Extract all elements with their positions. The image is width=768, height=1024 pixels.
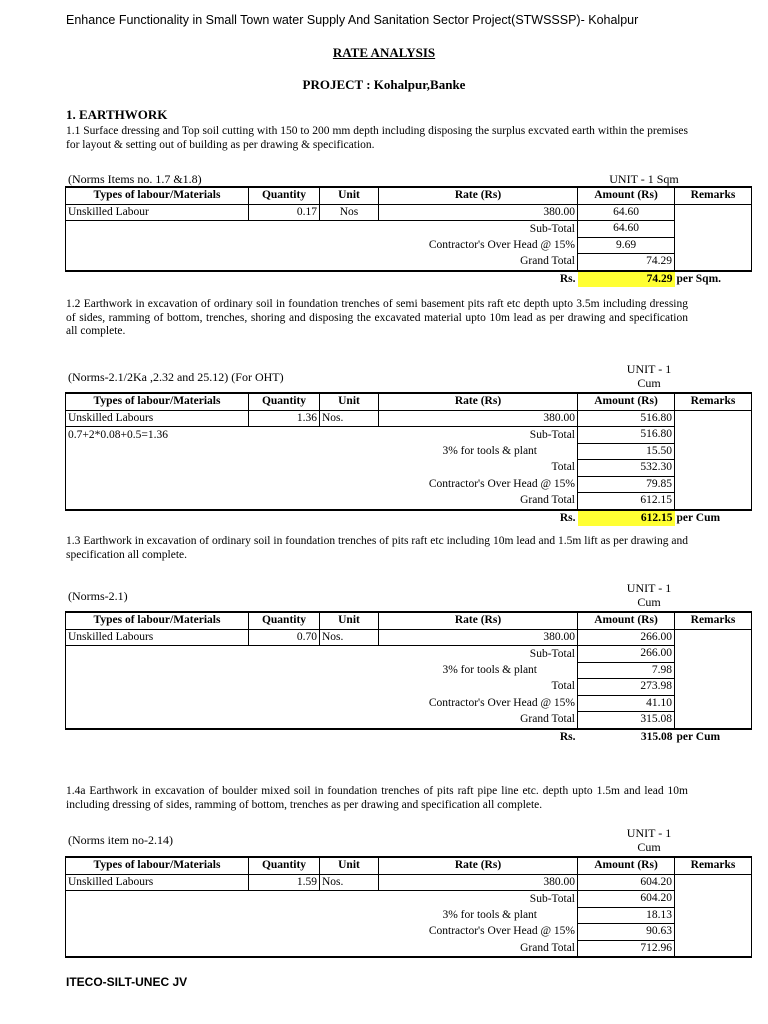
subtotal-value: 516.80 bbox=[578, 427, 675, 444]
grand-total-label: Grand Total bbox=[379, 940, 578, 957]
item-description: 1.3 Earthwork in excavation of ordinary soil in foundation trenches of pits raft etc including 10m lead and 1.5m lift as per drawing and specification all complete. bbox=[66, 535, 688, 561]
table-row bbox=[66, 662, 752, 679]
amount: 64.60 bbox=[578, 204, 675, 221]
rate: 380.00 bbox=[379, 629, 578, 646]
overhead-label: Contractor's Over Head @ 15% bbox=[379, 695, 578, 712]
column-header: Quantity bbox=[249, 187, 320, 204]
calculation-note: 0.7+2*0.08+0.5=1.36 bbox=[66, 427, 379, 444]
overhead-value: 41.10 bbox=[578, 695, 675, 712]
table-row bbox=[66, 679, 752, 696]
column-header: Types of labour/Materials bbox=[66, 393, 249, 410]
rate: 380.00 bbox=[379, 410, 578, 427]
rate-table bbox=[65, 392, 752, 526]
tools-value: 18.13 bbox=[578, 907, 675, 924]
table-row bbox=[66, 646, 752, 663]
column-header: Rate (Rs) bbox=[379, 187, 578, 204]
tools-label: 3% for tools & plant bbox=[379, 907, 578, 924]
overhead-label: Contractor's Over Head @ 15% bbox=[379, 476, 578, 493]
final-rate-row bbox=[66, 729, 752, 746]
rate: 380.00 bbox=[379, 204, 578, 221]
amount: 604.20 bbox=[578, 874, 675, 891]
table-row bbox=[66, 712, 752, 729]
table-row bbox=[66, 907, 752, 924]
overhead-label: Contractor's Over Head @ 15% bbox=[379, 237, 578, 254]
unit: Nos. bbox=[320, 874, 379, 891]
overhead-value: 79.85 bbox=[578, 476, 675, 493]
column-header: Quantity bbox=[249, 857, 320, 874]
norms-reference: (Norms-2.1/2Ka ,2.32 and 25.12) (For OHT) bbox=[68, 370, 284, 384]
column-header: Quantity bbox=[249, 393, 320, 410]
table-row bbox=[66, 940, 752, 957]
subtotal-value: 64.60 bbox=[578, 221, 675, 238]
rs-label: Rs. bbox=[559, 730, 576, 743]
unit: Nos. bbox=[320, 629, 379, 646]
table-row bbox=[66, 443, 752, 460]
rate-table bbox=[65, 611, 752, 745]
section-heading: 1. EARTHWORK bbox=[66, 107, 168, 122]
column-header: Amount (Rs) bbox=[578, 187, 675, 204]
table-row bbox=[66, 427, 752, 444]
table-row bbox=[66, 874, 752, 891]
rs-label: Rs. bbox=[559, 272, 576, 285]
per-unit: per Cum bbox=[676, 511, 721, 524]
unit: Nos. bbox=[320, 410, 379, 427]
subtotal-value: 266.00 bbox=[578, 646, 675, 663]
amount: 516.80 bbox=[578, 410, 675, 427]
overhead-label: Contractor's Over Head @ 15% bbox=[379, 924, 578, 941]
tools-label: 3% for tools & plant bbox=[379, 443, 578, 460]
column-header: Remarks bbox=[675, 187, 752, 204]
subtotal-value: 604.20 bbox=[578, 891, 675, 908]
total-value: 273.98 bbox=[578, 679, 675, 696]
final-rate: 612.15 bbox=[578, 510, 675, 527]
column-header: Types of labour/Materials bbox=[66, 612, 249, 629]
final-rate: 74.29 bbox=[578, 271, 675, 288]
table-row bbox=[66, 695, 752, 712]
labour-type: Unskilled Labours bbox=[66, 410, 249, 427]
total-label: Total bbox=[379, 460, 578, 477]
table-row bbox=[66, 891, 752, 908]
column-header: Unit bbox=[320, 187, 379, 204]
norms-reference: (Norms Items no. 1.7 &1.8) bbox=[68, 172, 202, 186]
column-header: Rate (Rs) bbox=[379, 612, 578, 629]
grand-total-label: Grand Total bbox=[379, 254, 578, 271]
column-header: Unit bbox=[320, 393, 379, 410]
quantity: 1.59 bbox=[249, 874, 320, 891]
item-description: 1.4a Earthwork in excavation of boulder mixed soil in foundation trenches of pits raft pipe line etc. depth upto 1.5m and lead 10m including dressing of sides, ramming of bottom, trenches as per drawing and specification all complete. bbox=[66, 785, 688, 811]
rate-table bbox=[65, 186, 752, 287]
document-footer: ITECO-SILT-UNEC JV bbox=[66, 975, 188, 989]
per-unit: per Sqm. bbox=[676, 272, 722, 285]
grand-total-label: Grand Total bbox=[379, 493, 578, 510]
grand-total-value: 74.29 bbox=[578, 254, 675, 271]
table-row bbox=[66, 924, 752, 941]
norms-reference: (Norms-2.1) bbox=[68, 589, 128, 603]
quantity: 0.17 bbox=[249, 204, 320, 221]
quantity: 1.36 bbox=[249, 410, 320, 427]
labour-type: Unskilled Labours bbox=[66, 629, 249, 646]
labour-type: Unskilled Labours bbox=[66, 874, 249, 891]
column-header: Amount (Rs) bbox=[578, 612, 675, 629]
subtotal-label: Sub-Total bbox=[379, 646, 578, 663]
column-header: Remarks bbox=[675, 857, 752, 874]
tools-value: 15.50 bbox=[578, 443, 675, 460]
column-header: Remarks bbox=[675, 393, 752, 410]
column-header: Amount (Rs) bbox=[578, 857, 675, 874]
column-header: Remarks bbox=[675, 612, 752, 629]
table-row bbox=[66, 237, 752, 254]
page-title: RATE ANALYSIS bbox=[332, 45, 436, 60]
grand-total-value: 612.15 bbox=[578, 493, 675, 510]
rate: 380.00 bbox=[379, 874, 578, 891]
total-label: Total bbox=[379, 679, 578, 696]
per-unit: per Cum bbox=[676, 730, 721, 743]
column-header: Quantity bbox=[249, 612, 320, 629]
column-header: Unit bbox=[320, 612, 379, 629]
unit-label: UNIT - 1 Cum bbox=[626, 826, 672, 854]
column-header: Types of labour/Materials bbox=[66, 857, 249, 874]
subtotal-label: Sub-Total bbox=[379, 427, 578, 444]
item-description: 1.1 Surface dressing and Top soil cutting with 150 to 200 mm depth including disposing the surplus excvated earth within the premises for layout & setting out of building as per drawing & specification. bbox=[66, 125, 688, 151]
tools-label: 3% for tools & plant bbox=[379, 662, 578, 679]
quantity: 0.70 bbox=[249, 629, 320, 646]
column-header: Unit bbox=[320, 857, 379, 874]
rs-label: Rs. bbox=[559, 511, 576, 524]
unit: Nos bbox=[320, 204, 379, 221]
column-header: Rate (Rs) bbox=[379, 857, 578, 874]
table-row bbox=[66, 221, 752, 238]
table-row bbox=[66, 204, 752, 221]
table-row bbox=[66, 629, 752, 646]
grand-total-value: 712.96 bbox=[578, 940, 675, 957]
column-header: Amount (Rs) bbox=[578, 393, 675, 410]
total-value: 532.30 bbox=[578, 460, 675, 477]
unit-label: UNIT - 1 Cum bbox=[626, 362, 672, 390]
table-row bbox=[66, 493, 752, 510]
final-rate: 315.08 bbox=[640, 730, 673, 743]
project-name: PROJECT : Kohalpur,Banke bbox=[302, 77, 466, 92]
labour-type: Unskilled Labour bbox=[66, 204, 249, 221]
rate-table bbox=[65, 856, 752, 958]
item-description: 1.2 Earthwork in excavation of ordinary soil in foundation trenches of semi basement pits raft etc depth upto 3.5m including dressing of sides, ramming of bottom, trenches, shoring and disposing the excavated material upto 10m lead as per drawing and specification all complete. bbox=[66, 298, 688, 337]
subtotal-label: Sub-Total bbox=[379, 891, 578, 908]
tools-value: 7.98 bbox=[578, 662, 675, 679]
overhead-value: 9.69 bbox=[578, 237, 675, 254]
table-row bbox=[66, 460, 752, 477]
column-header: Rate (Rs) bbox=[379, 393, 578, 410]
table-row bbox=[66, 254, 752, 271]
final-rate-row bbox=[66, 510, 752, 527]
table-row bbox=[66, 476, 752, 493]
grand-total-value: 315.08 bbox=[578, 712, 675, 729]
unit-label: UNIT - 1 Sqm bbox=[609, 172, 679, 186]
subtotal-label: Sub-Total bbox=[379, 221, 578, 238]
table-row bbox=[66, 410, 752, 427]
column-header: Types of labour/Materials bbox=[66, 187, 249, 204]
unit-label: UNIT - 1 Cum bbox=[626, 581, 672, 609]
amount: 266.00 bbox=[578, 629, 675, 646]
overhead-value: 90.63 bbox=[578, 924, 675, 941]
final-rate-row bbox=[66, 271, 752, 288]
norms-reference: (Norms item no-2.14) bbox=[68, 833, 173, 847]
document-header: Enhance Functionality in Small Town water Supply And Sanitation Sector Project(STWSSSP)- Kohalpur bbox=[66, 13, 639, 27]
grand-total-label: Grand Total bbox=[379, 712, 578, 729]
